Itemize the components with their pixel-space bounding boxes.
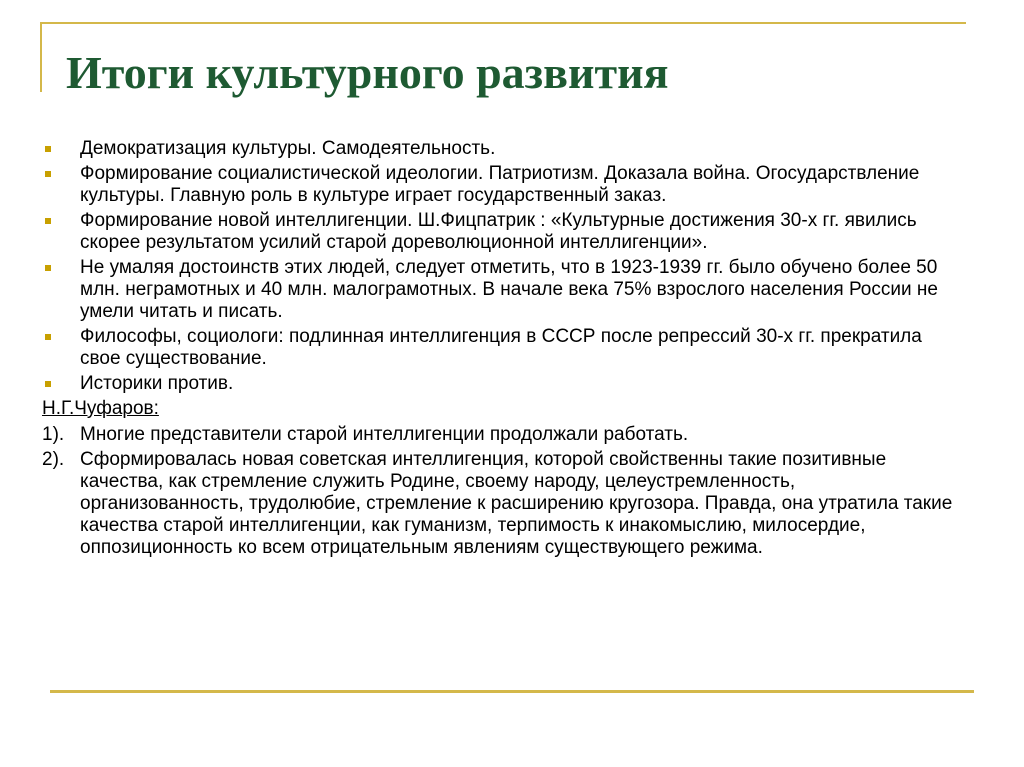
square-bullet-icon (45, 218, 51, 224)
left-rule (40, 22, 42, 92)
bullet-item (42, 138, 962, 160)
bullet-text: Историки против. (80, 373, 234, 394)
square-bullet-icon (45, 265, 51, 271)
bullet-text: Формирование социалистической идеологии. Патриотизм. Доказала война. Огосударствление культуры. Главную роль в культуре играет государственный заказ. (80, 163, 920, 206)
square-bullet-icon (45, 146, 51, 152)
bullet-item (42, 163, 962, 207)
bullet-text: Не умаляя достоинств этих людей, следует отметить, что в 1923-1939 гг. было обучено более 50 млн. неграмотных и 40 млн. малограмотных. В начале века 75% взрослого населения России не умели читать и писать. (80, 257, 938, 322)
bullet-item (42, 373, 962, 395)
square-bullet-icon (45, 171, 51, 177)
author-heading: Н.Г.Чуфаров: (42, 398, 159, 419)
square-bullet-icon (45, 381, 51, 387)
bullet-text: Демократизация культуры. Самодеятельность. (80, 138, 496, 159)
bottom-rule (50, 690, 974, 693)
bullet-list (42, 138, 962, 395)
numbered-list (42, 424, 962, 559)
item-number: 2). (42, 449, 65, 470)
item-number: 1). (42, 424, 65, 445)
numbered-item (42, 424, 962, 446)
slide-title: Итоги культурного развития (66, 47, 669, 98)
bullet-item (42, 326, 962, 370)
square-bullet-icon (45, 334, 51, 340)
numbered-item (42, 449, 962, 559)
bullet-text: Философы, социологи: подлинная интеллигенция в СССР после репрессий 30-х гг. прекратила свое существование. (80, 326, 922, 369)
bullet-text: Формирование новой интеллигенции. Ш.Фицпатрик : «Культурные достижения 30-х гг. явились скорее результатом усилий старой дореволюционной интеллигенции». (80, 210, 917, 253)
numbered-text: Многие представители старой интеллигенции продолжали работать. (80, 424, 689, 445)
bullet-item (42, 257, 962, 323)
bullet-item (42, 210, 962, 254)
slide-content (42, 138, 962, 562)
top-rule (40, 22, 966, 24)
numbered-text: Сформировалась новая советская интеллигенция, которой свойственны такие позитивные качества, как стремление служить Родине, своему народу, целеустремленность, организованность, трудолюбие, стремление к расширению кругозора. Правда, она утратила такие качества старой интеллигенции, как гуманизм, терпимость к инакомыслию, милосердие, оппозиционность ко всем отрицательным явлениям существующего режима. (80, 449, 953, 558)
